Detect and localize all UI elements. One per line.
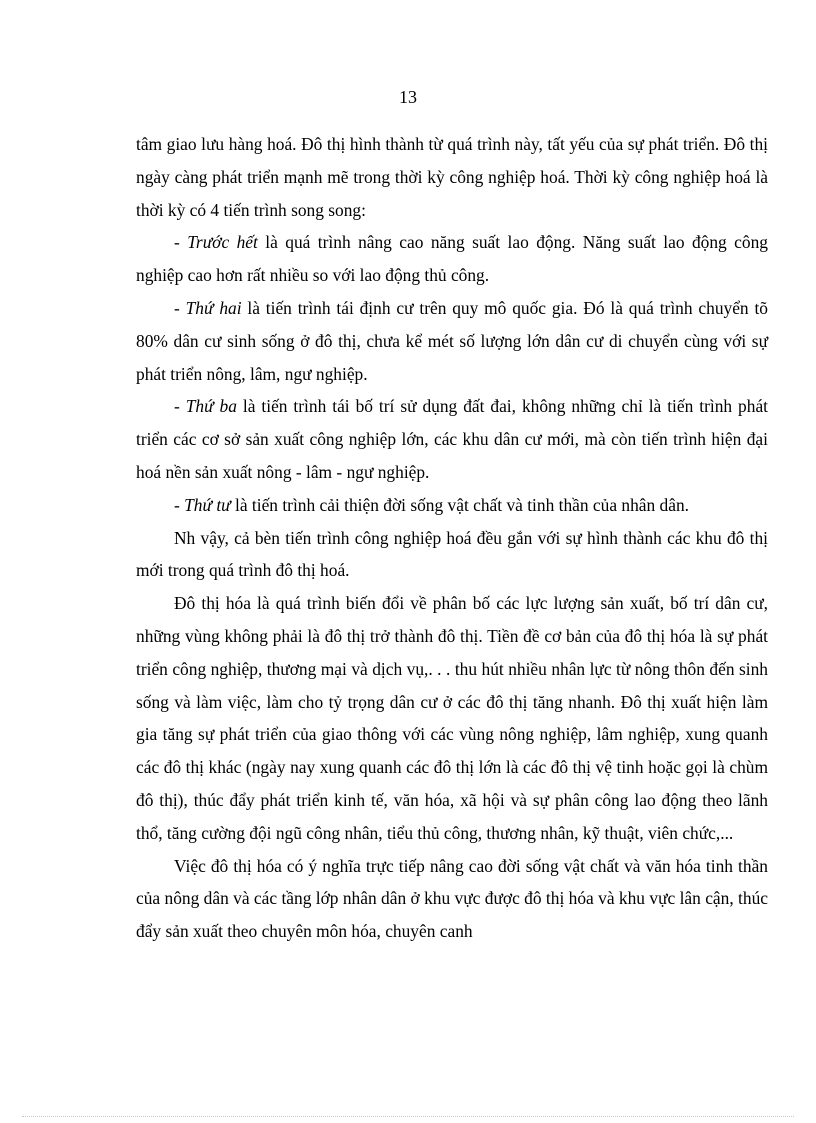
paragraph-4: [136, 390, 768, 488]
bullet-dash: -: [174, 232, 188, 253]
bullet-dash: -: [174, 297, 186, 318]
paragraph-3: [136, 292, 768, 390]
paragraph-7: Đô thị hóa là quá trình biến đổi về phân bố các lực lượng sản xuất, bố trí dân cư, những vùng không phải là đô thị trở thành đô thị. Tiền đề cơ bản của đô thị hóa là sự phát triển công nghiệp, thương mại và dịch vụ,. . . thu hút nhiều nhân lực từ nông thôn đến sinh sống và làm việc, làm cho tỷ trọng dân cư ở các đô thị tăng nhanh. Đô thị xuất hiện làm gia tăng sự phát triển của giao thông với các vùng nông nghiệp, lâm nghiệp, xung quanh các đô thị khác (ngày nay xung quanh các đô thị lớn là các đô thị vệ tinh hoặc gọi là chùm đô thị), thúc đẩy phát triển kinh tế, văn hóa, xã hội và sự phân công lao động theo lãnh thổ, tăng cường đội ngũ công nhân, tiểu thủ công, thương nhân, kỹ thuật, viên chức,...: [136, 593, 768, 843]
bullet-dash: -: [174, 494, 185, 515]
lead-phrase: Thứ hai: [185, 297, 242, 318]
bullet-dash: -: [174, 396, 186, 417]
lead-phrase: Thứ ba: [185, 396, 237, 417]
paragraph-8: Việc đô thị hóa có ý nghĩa trực tiếp nâng cao đời sống vật chất và văn hóa tinh thần của nông dân và các tầng lớp nhân dân ở khu vực được đô thị hóa và khu vực lân cận, thúc đẩy sản xuất theo chuyên môn hóa, chuyên canh: [136, 855, 768, 942]
paragraph-6: Nh vậy, cả bèn tiến trình công nghiệp hoá đều gắn với sự hình thành các khu đô thị mới trong quá trình đô thị hoá.: [136, 527, 768, 581]
paragraph-text: là tiến trình tái định cư trên quy mô quốc gia. Đó là quá trình chuyển tõ 80% dân cư sinh sống ở đô thị, chưa kể mét số lượng lớn dân cư di chuyển cùng với sự phát triển nông, lâm, ngư nghiệp.: [136, 297, 768, 384]
lead-phrase: Thứ tư: [184, 494, 231, 515]
paragraph-text: là tiến trình cải thiện đời sống vật chất và tinh thần của nhân dân.: [230, 494, 689, 515]
paragraph-1: tâm giao lưu hàng hoá. Đô thị hình thành từ quá trình này, tất yếu của sự phát triển. Đô thị ngày càng phát triển mạnh mẽ trong thời kỳ công nghiệp hoá. Thời kỳ công nghiệp hoá là thời kỳ có 4 tiến trình song song:: [136, 134, 768, 220]
page-bottom-divider: [22, 1116, 794, 1117]
paragraph-5: [136, 489, 768, 522]
page-number: 13: [399, 87, 417, 107]
paragraph-2: [136, 226, 768, 292]
document-body: [136, 128, 768, 948]
lead-phrase: Trước hết: [187, 232, 258, 253]
paragraph-text: là tiến trình tái bố trí sử dụng đất đai, không những chỉ là tiến trình phát triển các cơ sở sản xuất công nghiệp lớn, các khu dân cư mới, mà còn tiến trình hiện đại hoá nền sản xuất nông - lâm - ngư nghiệp.: [136, 396, 768, 482]
paragraph-text: là quá trình nâng cao năng suất lao động. Năng suất lao động công nghiệp cao hơn rất nhiều so với lao động thủ công.: [136, 232, 768, 286]
